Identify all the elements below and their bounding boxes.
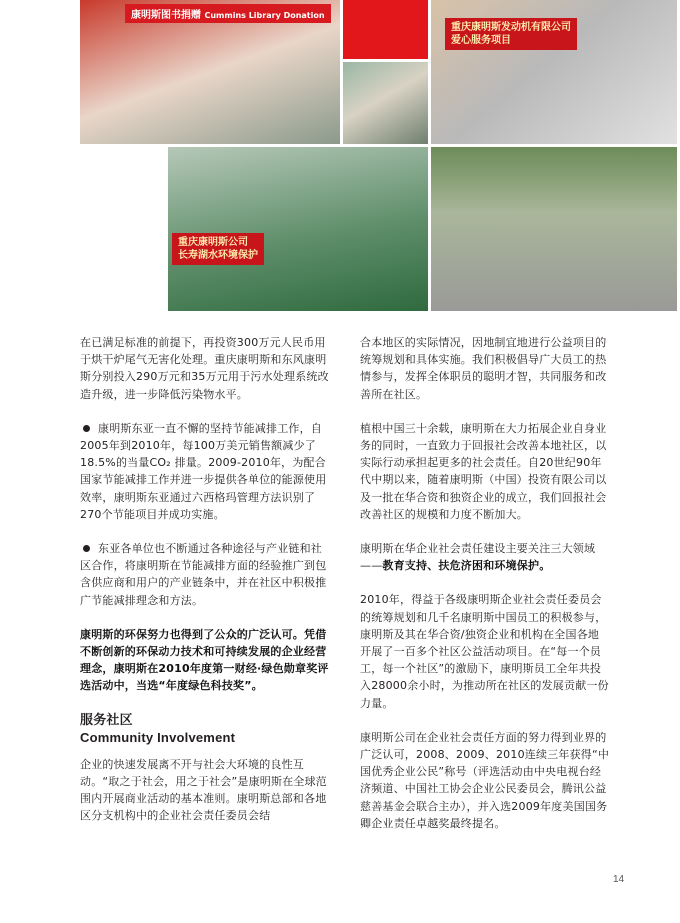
page-number: 14 (613, 874, 625, 885)
banner-en: Cummins Library Donation (204, 11, 325, 20)
photo-elderly-walk (431, 147, 680, 314)
right-paragraph-3-intro: 康明斯在华企业社会责任建设主要关注三大领域—— (360, 542, 596, 573)
section-title-cn: 服务社区 (80, 712, 133, 728)
badge-volunteer-line2: 爱心服务项目 (451, 35, 511, 46)
badge-volunteer (445, 18, 577, 50)
red-block (343, 0, 431, 62)
badge-boat (172, 233, 264, 265)
bullet-icon (83, 425, 90, 432)
banner-library-donation (125, 4, 331, 23)
right-paragraph-1: 合本地区的实际情况，因地制宜地进行公益项目的统筹规划和具体实施。我们积极倡导广大员工的热情参与，发挥全体职员的聪明才智，共同服务和改善所在社区。 (360, 336, 607, 401)
badge-volunteer-line1: 重庆康明斯发动机有限公司 (451, 22, 571, 33)
right-paragraph-4: 2010年，得益于各级康明斯企业社会责任委员会的统筹规划和几千名康明斯中国员工的积极参与，康明斯及其在华合资/独资企业和机构在全国各地开展了一百多个社区公益活动项目。在“每一个员工，每一个社区”的激励下，康明斯员工全年共投入28000余小时，为推动所在社区的发展贡献一份力量。 (360, 593, 609, 710)
photo-library-donation (80, 0, 343, 147)
right-column (360, 334, 610, 849)
photo-mosaic (0, 0, 680, 314)
photo-volunteer-service (431, 0, 680, 147)
white-block (80, 147, 168, 314)
left-paragraph-3-text: 东亚各单位也不断通过各种途径与产业链和社区合作，将康明斯在节能减排方面的经验推广到包含供应商和用户的产业链条中，并在社区中积极推广节能减排理念和方法。 (80, 542, 327, 607)
section-title-en: Community Involvement (80, 729, 236, 745)
left-paragraph-2-text: 康明斯东亚一直不懈的坚持节能减排工作，自2005年到2010年，每100万美元销售额减少了18.5%的当量CO₂ 排量。2009-2010年，为配合国家节能减排工作并进一步提供各单位的能源使用效率，康明斯东亚通过六西格玛管理方法识别了270个节能项目并成功实施。 (80, 421, 327, 521)
left-column (80, 334, 330, 841)
photo-children (343, 62, 431, 147)
badge-boat-line2: 长寿湖水环境保护 (178, 250, 258, 261)
right-paragraph-5: 康明斯公司在企业社会责任方面的努力得到业界的广泛认可，2008、2009、2010连续三年获得“中国优秀企业公民”称号（评选活动由中央电视台经济频道、中国社工协会企业公民委员会，腾讯公益慈善基金会联合主办），并入选2009年度美国国务卿企业责任卓越奖最终提名。 (360, 730, 610, 830)
photo-lake-cleanup (168, 147, 431, 314)
badge-boat-line1: 重庆康明斯公司 (178, 237, 248, 248)
right-paragraph-3-focus: 教育支持、扶危济困和环境保护。 (382, 559, 551, 573)
right-paragraph-2: 植根中国三十余载，康明斯在大力拓展企业自身业务的同时，一直致力于回报社会改善本地社区，以实际行动承担起更多的社会责任。自20世纪90年代中期以来，随着康明斯（中国）投资有限公司以及一批在华合资和独资企业的成立，我们回报社会改善社区的规模和力度不断加大。 (360, 421, 607, 521)
left-paragraph-3 (80, 540, 330, 609)
left-paragraph-2 (80, 420, 330, 523)
left-paragraph-5: 企业的快速发展离不开与社会大环境的良性互动。“取之于社会，用之于社会”是康明斯在全球范围内开展商业活动的基本准则。康明斯总部和各地区分支机构中的企业社会责任委员会结 (80, 757, 327, 823)
left-paragraph-1: 在已满足标准的前提下，再投资300万元人民币用于烘干炉尾气无害化处理。重庆康明斯和东风康明斯分别投入290万元和35万元用于污水处理系统改造升级，进一步降低污染物水平。 (80, 336, 329, 401)
banner-cn: 康明斯图书捐赠 (131, 10, 201, 21)
right-paragraph-3 (360, 540, 610, 574)
bullet-icon (83, 545, 90, 552)
left-paragraph-4-award: 康明斯的环保努力也得到了公众的广泛认可。凭借不断创新的环保动力技术和可持续发展的企业经营理念，康明斯在2010年度第一财经·绿色勋章奖评选活动中，当选“年度绿色科技奖”。 (80, 627, 329, 693)
